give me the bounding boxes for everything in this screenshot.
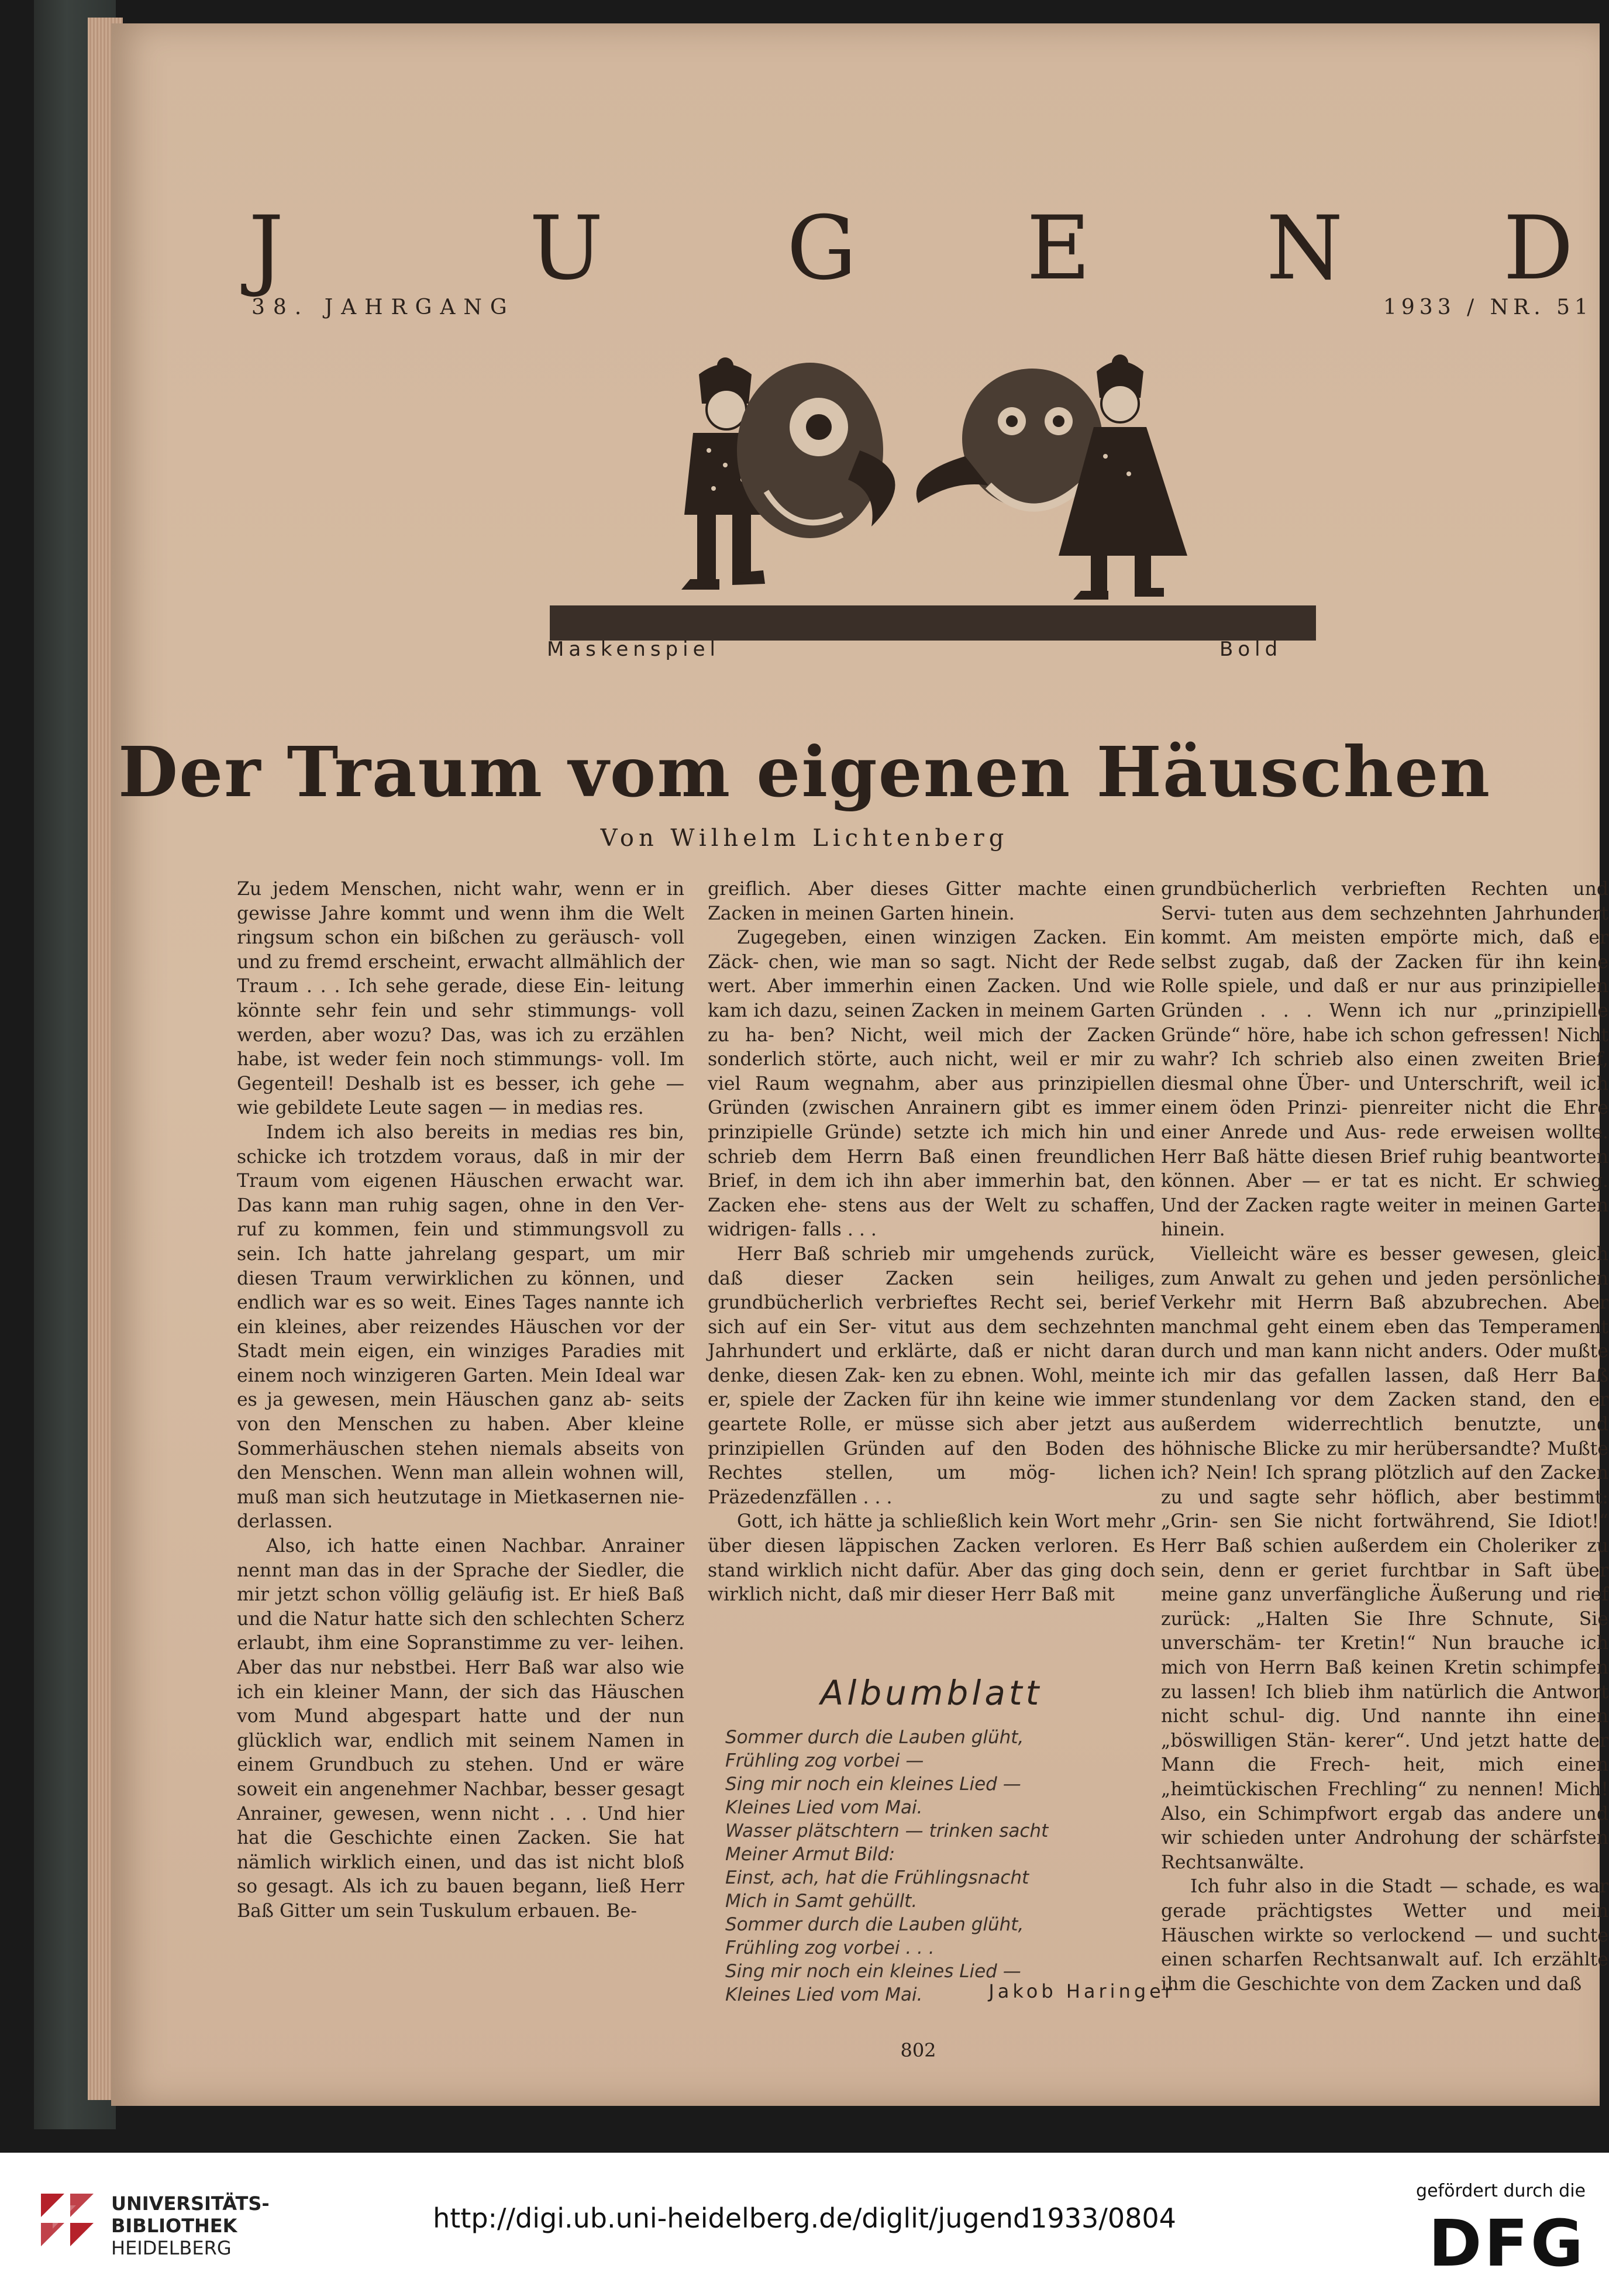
paragraph: Ich fuhr also in die Stadt — schade, es war gerade prächtigstes Wetter und mein Häuschen wirkte so verlockend — und suchte einen scharfen Rechtsanwalt auf. Ich erzählte ihm die Geschichte von dem Zacken und daß [1161,1876,1608,1995]
funded-by-label: gefördert durch die [1416,2181,1586,2201]
paragraph: Zugegeben, einen winzigen Zacken. Ein Zäck- chen, wie man so sagt. Nicht der Rede wert. Aber immerhin einen Zacken. Und wie kam ich dazu, seinen Zacken in meinem Garten zu ha- ben? Nicht, weil mich der Zacken sonderlich störte, auch nicht, weil er mir zu viel Raum wegnahm, aber aus prinzipiellen Gründen (zwischen Anrainern gibt es immer prinzipielle Gründe) setzte ich mich hin und schrieb dem Herrn Baß einen freundlichen Brief, in dem ich ihn aber immerhin bat, den Zacken ehe- stens aus der Welt zu schaffen, widrigen- falls . . . [708,927,1155,1241]
digitization-footer [0,2153,1609,2296]
poem-line: Meiner Armut Bild: [725,1844,895,1865]
poem-line: Sommer durch die Lauben glüht, [725,1727,1024,1748]
poem-author: Jakob Haringer [988,1980,1176,2002]
institution-line: HEIDELBERG [111,2237,232,2259]
article-column-1 [237,877,684,1924]
dfg-logo: DFG [1428,2206,1586,2281]
paragraph: Indem ich also bereits in medias res bin, schicke ich trotzdem voraus, daß in mir der Traum vom eigenen Häuschen erwacht war. Das kann man ruhig sagen, ohne in den Ver- ruf zu kommen, fein und stimmungsvoll zu sein. Ich hatte jahrelang gespart, um mir diesen Traum verwirklichen zu können, und endlich war es so weit. Eines Tages nannte ich ein kleines, aber reizendes Häuschen vor der Stadt mein eigen, ein winziges Paradies mit einem noch winzigeren Garten. Mein Ideal war es ja gewesen, mein Häuschen ganz ab- seits von den Menschen zu haben. Aber kleine Sommerhäuschen stehen niemals abseits von den Menschen. Wenn man allein wohnen will, muß man sich heutzutage in Mietkasernen nie- derlassen. [237,1121,684,1533]
issue-label: 1933 / NR. 51 [1383,295,1593,319]
masthead-letter: U [529,198,604,300]
source-url-link[interactable]: http://digi.ub.uni-heidelberg.de/diglit/jugend1933/0804 [433,2202,1176,2234]
paragraph: Zu jedem Menschen, nicht wahr, wenn er in gewisse Jahre kommt und wenn ihm die Welt ringsum schon ein bißchen zu geräusch- voll und zu fremd erscheint, erwacht allmählich der Traum . . . Ich sehe gerade, diese Ein- leitung könnte sehr fein und sehr stimmungs- voll werden, aber wozu? Das, was ich zu erzählen habe, ist weder fein noch stimmungs- voll. Im Gegenteil! Deshalb ist es besser, ich gehe — wie gebildete Leute sagen — in medias res. [237,879,684,1119]
poem-line: Wasser plätschtern — trinken sacht [725,1820,1049,1841]
paragraph: Gott, ich hätte ja schließlich kein Wort mehr über diesen läppischen Zacken verloren. Es stand wirklich nicht dafür. Aber das ging doch wirklich nicht, daß mir dieser Herr Baß mit [708,1511,1155,1606]
masthead-letter: G [787,198,857,300]
mask-play-illustration [544,339,1322,643]
poem-line: Sing mir noch ein kleines Lied — [725,1774,1021,1795]
illustration-artist: Bold [1219,638,1283,661]
paragraph: greiflich. Aber dieses Gitter machte einen Zacken in meinen Garten hinein. [708,879,1155,924]
masthead-letter: E [1026,198,1091,300]
volume-label: 38. JAHRGANG [251,295,515,319]
poem-line: Frühling zog vorbei . . . [725,1937,935,1958]
paragraph: Herr Baß schrieb mir umgehends zurück, daß dieser Zacken sein heiliges, grundbücherlich verbrieftes Recht sei, berief sich auf ein Ser- vitut aus dem sechzehnten Jahrhundert und erklärte, daß er nicht daran denke, diesen Zak- ken zu ebnen. Wohl, meinte er, spiele der Zacken für ihn keine wie immer geartete Rolle, er müsse sich aber jetzt aus prinzipiellen Gründen auf den Boden des Rechtes stellen, um mög- lichen Präzedenzfällen . . . [708,1243,1155,1508]
masthead-letter: D [1503,198,1574,300]
poem-line: Sing mir noch ein kleines Lied — [725,1961,1021,1982]
poem-line: Einst, ach, hat die Frühlingsnacht [725,1867,1029,1888]
poem-line: Kleines Lied vom Mai. [725,1797,923,1818]
page-number: 802 [900,2039,936,2061]
poem-line: Kleines Lied vom Mai. [725,1984,923,2005]
article-byline: Von Wilhelm Lichtenberg [600,825,1009,852]
article-column-3 [1161,877,1608,1996]
institution-line: BIBLIOTHEK [111,2215,237,2237]
article-title: Der Traum vom eigenen Häuschen [118,731,1491,813]
paragraph: grundbücherlich verbrieften Rechten und Servi- tuten aus dem sechzehnten Jahrhundert kommt. Am meisten empörte mich, daß er selbst zugab, daß der Zacken für ihn keine Rolle spiele, und daß er nur aus prinzipiellen Gründen . . . Wenn ich nur „prinzipielle Gründe“ höre, habe ich schon gefressen! Nicht wahr? Ich schrieb also einen zweiten Brief, diesmal ohne Über- und Unterschrift, weil ich einem öden Prinzi- pienreiter nicht die Ehre einer Anrede und Aus- rede erweisen wollte. Herr Baß hätte diesen Brief ruhig beantworten können. Aber — er tat es nicht. Er schwieg. Und der Zacken ragte weiter in meinen Garten hinein. [1161,879,1608,1241]
masthead-letter: J [249,198,284,300]
masthead-letter: N [1266,198,1343,300]
poem-line: Mich in Samt gehüllt. [725,1891,918,1912]
institution-line: UNIVERSITÄTS- [111,2192,270,2215]
article-column-2 [708,877,1155,1626]
paragraph: Also, ich hatte einen Nachbar. Anrainer nennt man das in der Sprache der Siedler, die mir jetzt schon völlig geläufig ist. Er hieß Baß und die Natur hatte sich den schlechten Scherz erlaubt, ihm eine Sopranstimme zu ver- leihen. Aber das nur nebstbei. Herr Baß war also wie ich ein kleiner Mann, der sich das Häuschen vom Mund abgespart hatte und der nun glücklich war, endlich mit seinem Namen in einem Grundbuch zu stehen. Und er wäre soweit ein angenehmer Nachbar, besser gesagt Anrainer, gewesen, wenn nicht . . . Und hier hat die Geschichte einen Zacken. Sie hat nämlich wirklich einen, und das ist nicht bloß so gesagt. Als ich zu bauen begann, ließ Herr Baß Gitter um sein Tuskulum erbauen. Be- [237,1536,684,1922]
poem-line: Sommer durch die Lauben glüht, [725,1914,1024,1935]
illustration-caption: Maskenspiel [547,638,720,661]
poem-body [725,1726,1135,2006]
poem-title: Albumblatt [820,1673,1043,1713]
poem-line: Frühling zog vorbei — [725,1750,924,1771]
paragraph: Vielleicht wäre es besser gewesen, gleich zum Anwalt zu gehen und jeden persönlichen Verkehr mit Herrn Baß abzubrechen. Aber manchmal geht einem eben das Temperament durch und man kann nicht anders. Oder mußte ich mir das gefallen lassen, daß Herr Baß stundenlang vor dem Zacken stand, den er außerdem widerrechtlich benutzte, und höhnische Blicke zu mir herübersandte? Mußte ich? Nein! Ich sprang plötzlich auf den Zacken zu und sagte sehr höflich, aber bestimmt: „Grin- sen Sie nicht fortwährend, Sie Idiot!“ Herr Baß schien außerdem ein Choleriker zu sein, denn er geriet furchtbar in Saft über meine ganz unverfängliche Äußerung und rief zurück: „Halten Sie Ihre Schnute, Sie unverschäm- ter Kretin!“ Nun brauche ich mich von Herrn Baß keinen Kretin schimpfen zu lassen! Ich blieb ihm natürlich die Antwort nicht schul- dig. Und nannte ihn einen „böswilligen Stän- kerer“. Und jetzt hatte der Mann die Frech- heit, mich einen „heimtückischen Frechling“ zu nennen! Mich! Also, ein Schimpfwort ergab das andere und wir schieden unter Androhung der schärfsten Rechtsanwälte. [1161,1243,1608,1873]
